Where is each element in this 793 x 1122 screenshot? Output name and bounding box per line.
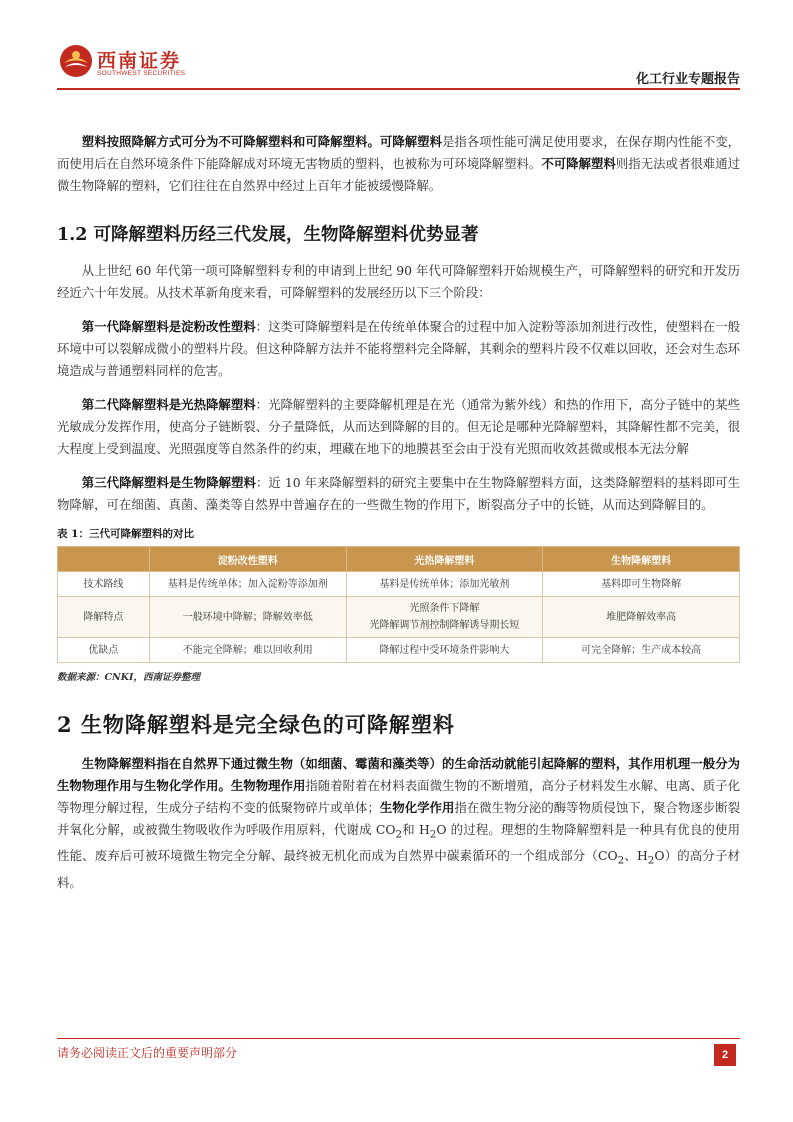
table-cell: 一般环境中降解；降解效率低 [149,597,346,638]
table-caption: 表 1：三代可降解塑料的对比 [57,528,194,540]
table-source: 数据来源：CNKI，西南证券整理 [57,672,200,683]
section-2-paragraph [57,753,740,894]
table-cell: 基料是传统单体；添加光敏剂 [346,572,543,597]
header-divider [57,88,740,90]
table-row [58,638,740,663]
footer-divider [57,1038,740,1039]
brand-logo-icon [59,44,93,78]
table-cell: 基料是传统单体；加入淀粉等添加剂 [149,572,346,597]
report-title: 化工行业专题报告 [635,72,740,87]
gen2-paragraph [57,394,740,460]
section-1-2-paragraph: 从上世纪 60 年代第一项可降解塑料专利的申请到上世纪 90 年代可降解塑料开始规模生产，可降解塑料的研究和开发历经近六十年发展。从技术革新角度来看，可降解塑料的发展经历以下三个阶段： [57,263,740,300]
gen3-label: 第三代降解塑料是生物降解塑料 [81,475,256,490]
table-row [58,572,740,597]
subscript: 2 [617,854,625,867]
table-cell: 降解特点 [58,597,150,638]
intro-text-1: 是指各项性能可满足使用要求，在保存期内性能不变，而使用后在自然环境条件下能降解成对环境无害物质的塑料，也被称为可环境降解塑料。 [57,134,741,171]
table-cell: 技术路线 [58,572,150,597]
section-2-heading: 2 生物降解塑料是完全绿色的可降解塑料 [57,712,455,737]
s2-text-3b: 和 H [402,822,430,837]
section-1-2-heading: 1.2 可降解塑料历经三代发展，生物降解塑料优势显著 [57,225,479,245]
gen1-label: 第一代降解塑料是淀粉改性塑料 [81,319,256,334]
disclaimer-note: 请务必阅读正文后的重要声明部分 [57,1046,238,1060]
gen3-paragraph [57,472,740,516]
table-header-cell: 光热降解塑料 [346,547,543,572]
table-header-cell: 淀粉改性塑料 [149,547,346,572]
s2-bold-1: 生物降解塑料指在自然界下通过微生物（如细菌、霉菌和藻类等）的生命活动就能引起降解的塑料，其作用机理一般分为生物物理作用与生物化学作用。 [57,756,740,793]
table-cell: 降解过程中受环境条件影响大 [346,638,543,663]
table-cell-line: 光照条件下降解 [409,603,480,614]
gen2-text: ：光降解塑料的主要降解机理是在光（通常为紫外线）和热的作用下，高分子链中的某些光敏成分发挥作用，使高分子链断裂、分子量降低，从而达到降解的目的。但无论是哪种光降解塑料，其降解性都不完美，很大程度上受到温度、光照强度等自然条件的约束，埋藏在地下的地膜甚至会由于没有光照而收效甚微或根本无法分解 [57,397,741,456]
subscript: 2 [647,854,655,867]
brand-logo[interactable] [57,40,217,84]
s2-bold-2: 生物物理作用 [230,778,306,793]
s2-text-3a: 指在微生物分泌的酶等物质侵蚀下，聚合物逐步断裂并氧化分解，或被微生物吸收作为呼吸作用原料，代谢成 CO [57,800,741,837]
gen3-text: ：近 10 年来降解塑料的研究主要集中在生物降解塑料方面，这类降解塑料的基料即可生物降解，可在细菌、真菌、藻类等自然界中普遍存在的一些微生物的作用下，断裂高分子中的长链，从而达到降解目的。 [57,475,740,512]
intro-paragraph [57,131,740,197]
s2-text-3e: O）的高分子材料。 [57,848,740,890]
brand-name-cn: 西南证券 [97,50,182,72]
table-header-row [58,547,740,572]
s2-bold-3: 生物化学作用 [379,800,455,815]
main-content [57,131,740,894]
comparison-table [57,546,740,663]
table-cell: 不能完全降解；难以回收利用 [149,638,346,663]
table-cell: 优缺点 [58,638,150,663]
table-row [58,597,740,638]
gen2-label: 第二代降解塑料是光热降解塑料 [81,397,256,412]
table-cell: 基料即可生物降解 [543,572,740,597]
table-cell: 可完全降解；生产成本较高 [543,638,740,663]
subscript: 2 [395,828,403,841]
s2-text-3c: O 的过程。理想的生物降解塑料是一种具有优良的使用性能、废弃后可被环境微生物完全分解、最终被无机化而成为自然界中碳素循环的一个组成部分（CO [57,822,740,864]
gen1-text: ：这类可降解塑料是在传统单体聚合的过程中加入淀粉等添加剂进行改性，使塑料在一般环境中可以裂解成微小的塑料片段。但这种降解方法并不能将塑料完全降解，其剩余的塑料片段不仅难以回收，还会对生态环境造成与普通塑料同样的危害。 [57,319,741,378]
table-header-cell: 生物降解塑料 [543,547,740,572]
intro-text-2: 则指无法或者很难通过微生物降解的塑料，它们往往在自然界中经过上百年才能被缓慢降解。 [57,156,741,193]
table-cell [346,597,543,638]
intro-bold-1: 塑料按照降解方式可分为不可降解塑料和可降解塑料。可降解塑料 [81,134,442,149]
brand-name-en: SOUTHWEST SECURITIES [97,70,186,77]
gen1-paragraph [57,316,740,382]
table-header-cell [58,547,150,572]
table-cell: 堆肥降解效率高 [543,597,740,638]
table-cell-line: 光降解调节剂控制降解诱导期长短 [369,620,520,631]
s2-text-3d: 、H [624,848,648,864]
page-header [57,38,740,92]
subscript: 2 [429,828,437,841]
intro-bold-2: 不可降解塑料 [541,156,616,171]
page-number: 2 [714,1044,736,1066]
s2-text-2: 指随着附着在材料表面微生物的不断增殖，高分子材料发生水解、电离、质子化等物理分解过程，生成分子结构不变的低聚物碎片或单体； [57,778,741,815]
